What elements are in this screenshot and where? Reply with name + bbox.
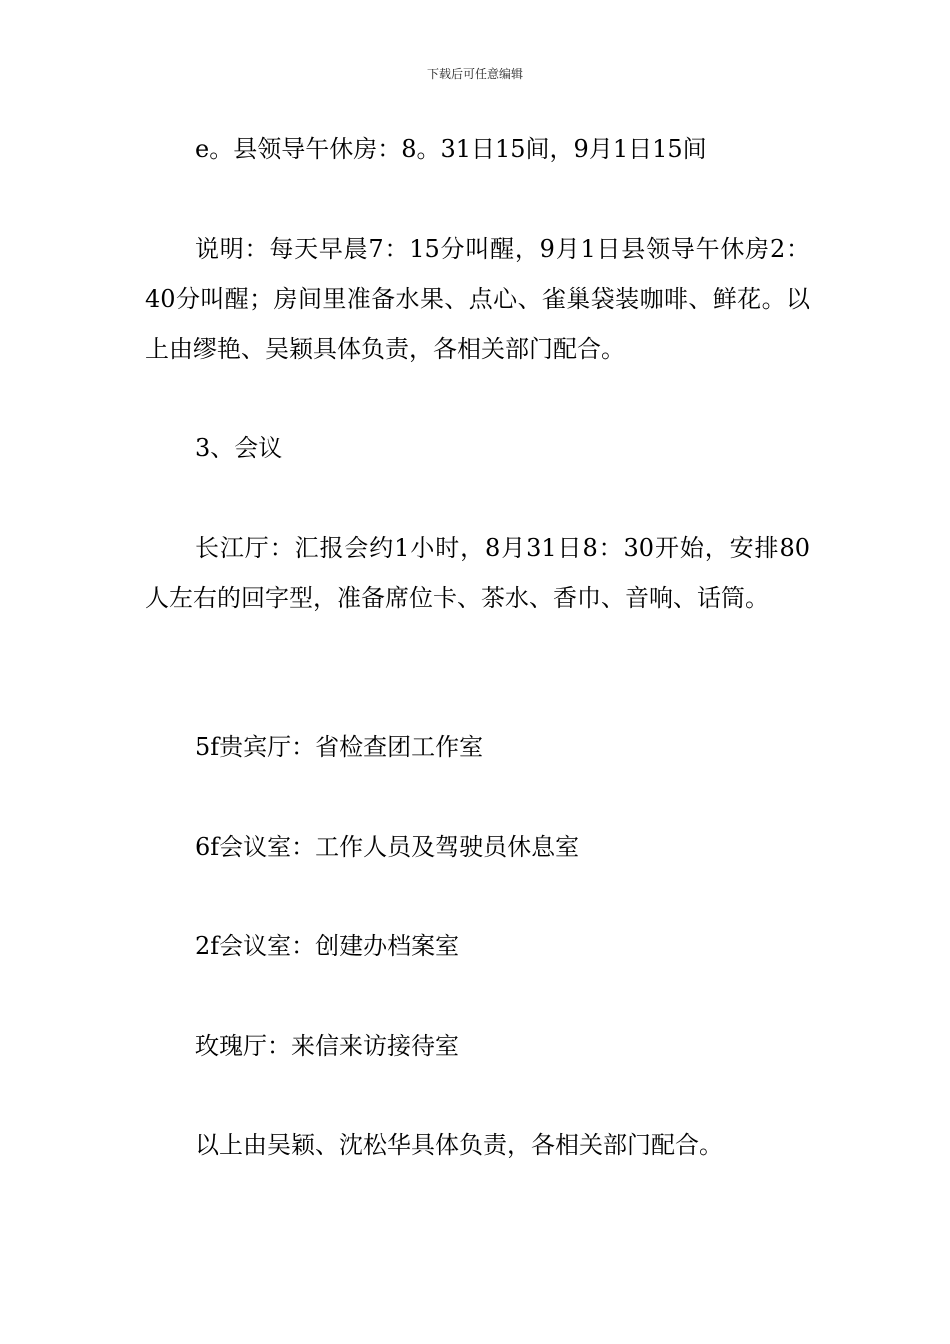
- section-heading-meetings: 3、会议: [195, 434, 283, 462]
- paragraph-lunch-rooms: e。县领导午休房：8。31日15间，9月1日15间: [195, 135, 707, 163]
- paragraph-responsibility: 以上由吴颖、沈松华具体负责，各相关部门配合。: [195, 1131, 723, 1159]
- paragraph-changjiang-hall: 长江厅：汇报会约1小时，8月31日8：30开始，安排80人左右的回字型，准备席位卡、茶水、香巾、音响、话筒。: [145, 534, 810, 612]
- paragraph-6f-meeting-room: 6f会议室：工作人员及驾驶员休息室: [195, 833, 580, 861]
- paragraph-wakeup-notes: 说明：每天早晨7：15分叫醒，9月1日县领导午休房2：40分叫醒；房间里准备水果、点心、雀巢袋装咖啡、鲜花。以上由缪艳、吴颖具体负责，各相关部门配合。: [145, 235, 810, 363]
- paragraph-vip-hall: 5f贵宾厅：省检查团工作室: [195, 733, 484, 761]
- paragraph-rose-hall: 玫瑰厅：来信来访接待室: [195, 1032, 459, 1060]
- page-header: 下载后可任意编辑: [426, 67, 523, 81]
- paragraph-2f-meeting-room: 2f会议室：创建办档案室: [195, 932, 460, 960]
